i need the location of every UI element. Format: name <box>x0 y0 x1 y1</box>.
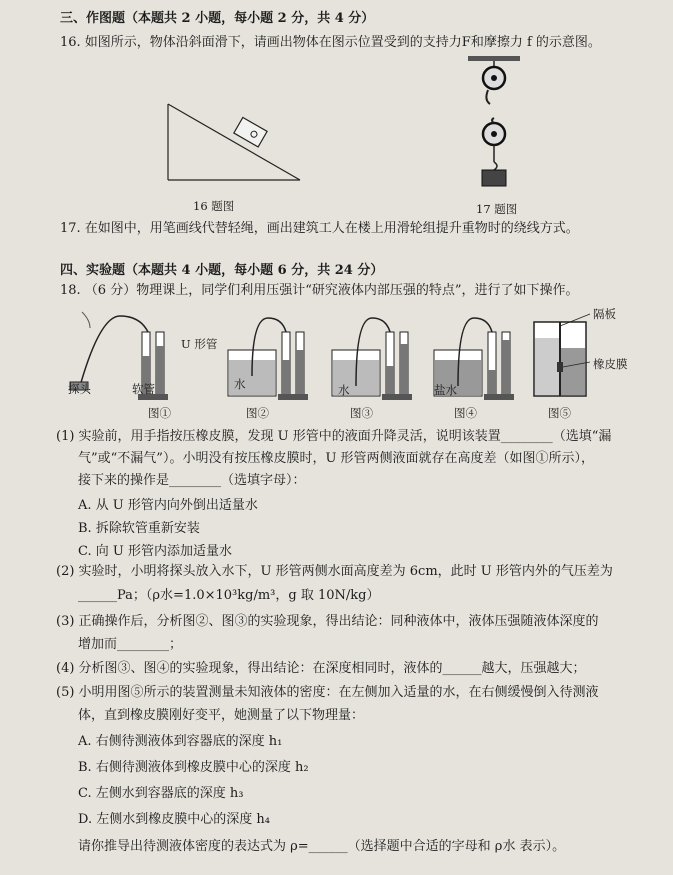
part3-line-b: 增加而________； <box>78 637 183 652</box>
final-question: 请你推导出待测液体密度的表达式为 ρ=______（选择题中合适的字母和 ρ水 表示）。 <box>78 839 566 854</box>
label-salt-water: 盐水 <box>434 383 457 397</box>
measure-b: B. 右侧待测液体到橡皮膜中心的深度 h₂ <box>78 760 309 775</box>
part4-line: (4) 分析图③、图④的实验现象，得出结论：在深度相同时，液体的______越大，压强越大； <box>56 661 586 676</box>
label-partition: 隔板 <box>593 307 616 321</box>
measure-a: A. 右侧待测液体到容器底的深度 h₁ <box>78 734 283 749</box>
question-16: 16. 如图所示，物体沿斜面滑下，请画出物体在图示位置受到的支持力F和摩擦力 f 的示意图。 <box>60 35 601 50</box>
ceiling-beam <box>468 56 520 61</box>
measure-c: C. 左侧水到容器底的深度 h₃ <box>78 786 244 801</box>
caption-fig5: 图⑤ <box>548 406 571 420</box>
option-b: B. 拆除软管重新安装 <box>78 521 200 536</box>
figure-17 <box>460 54 540 204</box>
label-hose: 软管 <box>132 382 155 396</box>
figure-17-caption: 17 题图 <box>476 202 518 216</box>
caption-fig2: 图② <box>246 406 269 420</box>
option-a: A. 从 U 形管内向外倒出适量水 <box>78 498 258 513</box>
caption-fig4: 图④ <box>454 406 477 420</box>
label-membrane: 橡皮膜 <box>593 357 628 371</box>
part2-line-a: (2) 实验时，小明将探头放入水下，U 形管两侧水面高度差为 6cm，此时 U 形管内外的气压差为 <box>56 564 613 579</box>
label-u-tube: U 形管 <box>181 337 218 351</box>
heavy-weight <box>482 170 506 186</box>
part5-line-b: 体，直到橡皮膜刚好变平，她测量了以下物理量： <box>78 708 365 723</box>
label-water-fig3: 水 <box>338 383 350 397</box>
section3-title: 三、作图题（本题共 2 小题，每小题 2 分，共 4 分） <box>60 11 375 26</box>
question-18-intro: 18. （6 分）物理课上，同学们利用压强计“研究液体内部压强的特点”，进行了如下操作。 <box>60 283 579 298</box>
part1-line-c: 接下来的操作是________（选填字母）： <box>78 473 306 488</box>
figure-16 <box>150 100 310 190</box>
part2-line-b: ______Pa；（ρ水=1.0×10³kg/m³，g 取 10N/kg） <box>78 588 380 603</box>
label-probe: 探头 <box>68 382 91 396</box>
option-c: C. 向 U 形管内添加适量水 <box>78 544 232 559</box>
caption-fig3: 图③ <box>350 406 373 420</box>
incline-slope <box>168 104 300 180</box>
measure-d: D. 左侧水到橡皮膜中心的深度 h₄ <box>78 812 270 827</box>
part5-line-a: (5) 小明用图⑤所示的装置测量未知液体的密度：在左侧加入适量的水，在右侧缓慢倒入待测液 <box>56 685 599 700</box>
part1-line-a: (1) 实验前，用手指按压橡皮膜，发现 U 形管中的液面升降灵活，说明该装置________（选填“漏 <box>56 429 612 444</box>
label-water-fig2: 水 <box>234 377 246 391</box>
experiment-figures <box>60 306 620 416</box>
sliding-block <box>234 117 267 147</box>
hook <box>486 90 490 104</box>
figure-16-caption: 16 题图 <box>193 199 235 213</box>
part1-line-b: 气”或“不漏气”）。小明没有按压橡皮膜时，U 形管两侧液面就存在高度差（如图①所示）， <box>78 451 595 466</box>
question-17: 17. 在如图中，用笔画线代替轻绳，画出建筑工人在楼上用滑轮组提升重物时的绕线方式。 <box>60 221 579 236</box>
fig5-container <box>534 314 590 396</box>
caption-fig1: 图① <box>148 406 171 420</box>
part3-line-a: (3) 正确操作后，分析图②、图③的实验现象，得出结论：同种液体中，液体压强随液体深度的 <box>56 614 599 629</box>
section4-title: 四、实验题（本题共 4 小题，每小题 6 分，共 24 分） <box>60 263 384 278</box>
